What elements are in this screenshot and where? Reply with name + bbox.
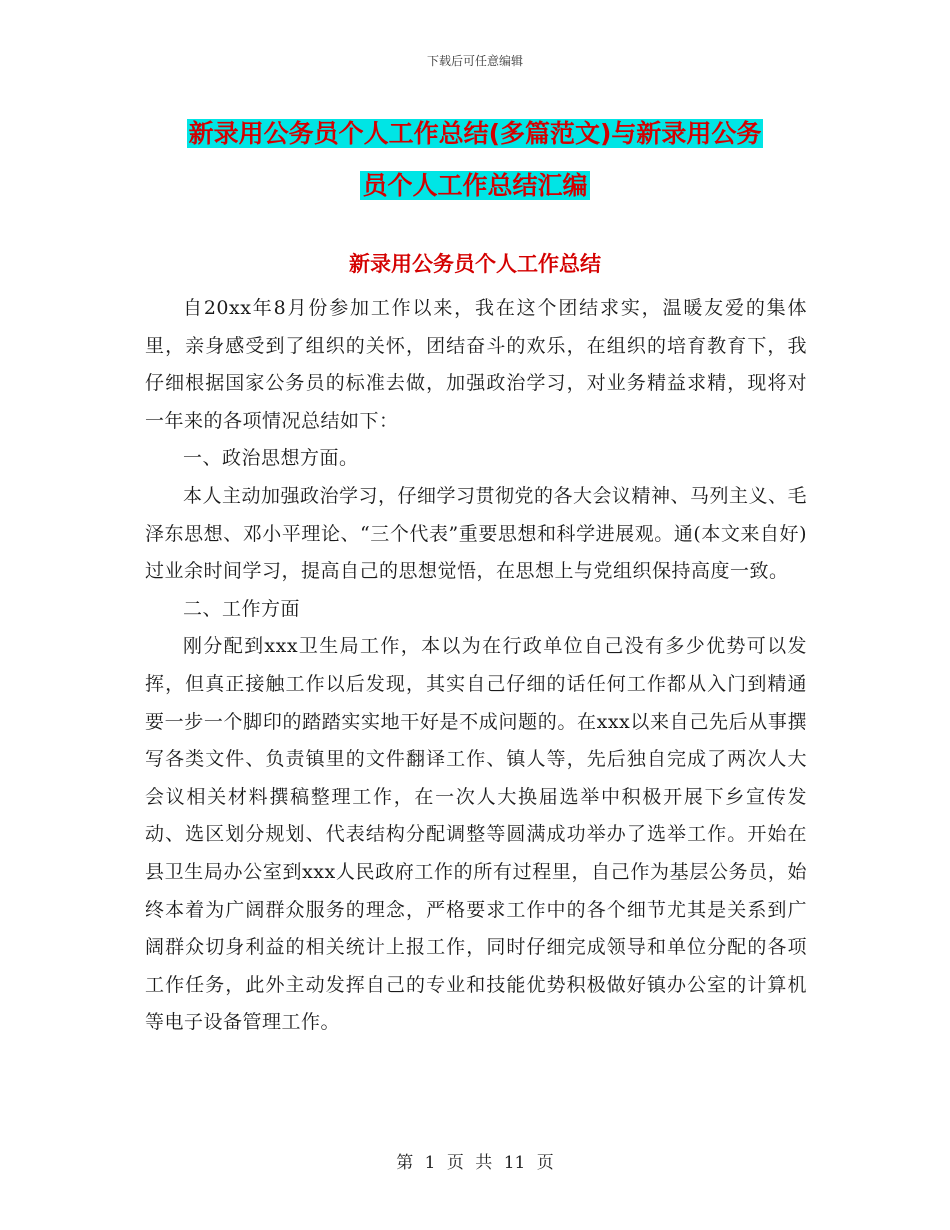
title-line-2: 员个人工作总结汇编 <box>362 171 588 200</box>
paragraph: 本人主动加强政治学习，仔细学习贯彻党的各大会议精神、马列主义、毛泽东思想、邓小平理论、“三个代表”重要思想和科学进展观。通(本文来自好)过业余时间学习，提高自己的思想觉悟，在思想上与党组织保持高度一致。 <box>145 484 808 583</box>
paragraph: 一、政治思想方面。 <box>183 447 359 470</box>
paragraph: 二、工作方面 <box>183 597 301 620</box>
paragraph: 自20xx年8月份参加工作以来，我在这个团结求实，温暖友爱的集体里，亲身感受到了组织的关怀，团结奋斗的欢乐，在组织的培育教育下，我仔细根据国家公务员的标准去做，加强政治学习，对业务精益求精，现将对一年来的各项情况总结如下： <box>145 297 807 432</box>
section-title: 新录用公务员个人工作总结 <box>349 252 601 276</box>
page-header: 下载后可任意编辑 <box>426 54 523 68</box>
title-line-1: 新录用公务员个人工作总结(多篇范文)与新录用公务 <box>188 119 762 148</box>
page-footer: 第 1 页 共 11 页 <box>396 1153 554 1173</box>
paragraph: 刚分配到xxx卫生局工作，本以为在行政单位自己没有多少优势可以发挥，但真正接触工作以后发现，其实自己仔细的话任何工作都从入门到精通要一步一个脚印的踏踏实实地干好是不成问题的。在xxx以来自己先后从事撰写各类文件、负责镇里的文件翻译工作、镇人等，先后独自完成了两次人大会议相关材料撰稿整理工作，在一次人大换届选举中积极开展下乡宣传发动、选区划分规划、代表结构分配调整等圆满成功举办了选举工作。开始在县卫生局办公室到xxx人民政府工作的所有过程里，自己作为基层公务员，始终本着为广阔群众服务的理念，严格要求工作中的各个细节尤其是关系到广阔群众切身利益的相关统计上报工作，同时仔细完成领导和单位分配的各项工作任务，此外主动发挥自己的专业和技能优势积极做好镇办公室的计算机等电子设备管理工作。 <box>145 635 807 1034</box>
document-body <box>145 290 807 1042</box>
document-title <box>0 108 950 212</box>
